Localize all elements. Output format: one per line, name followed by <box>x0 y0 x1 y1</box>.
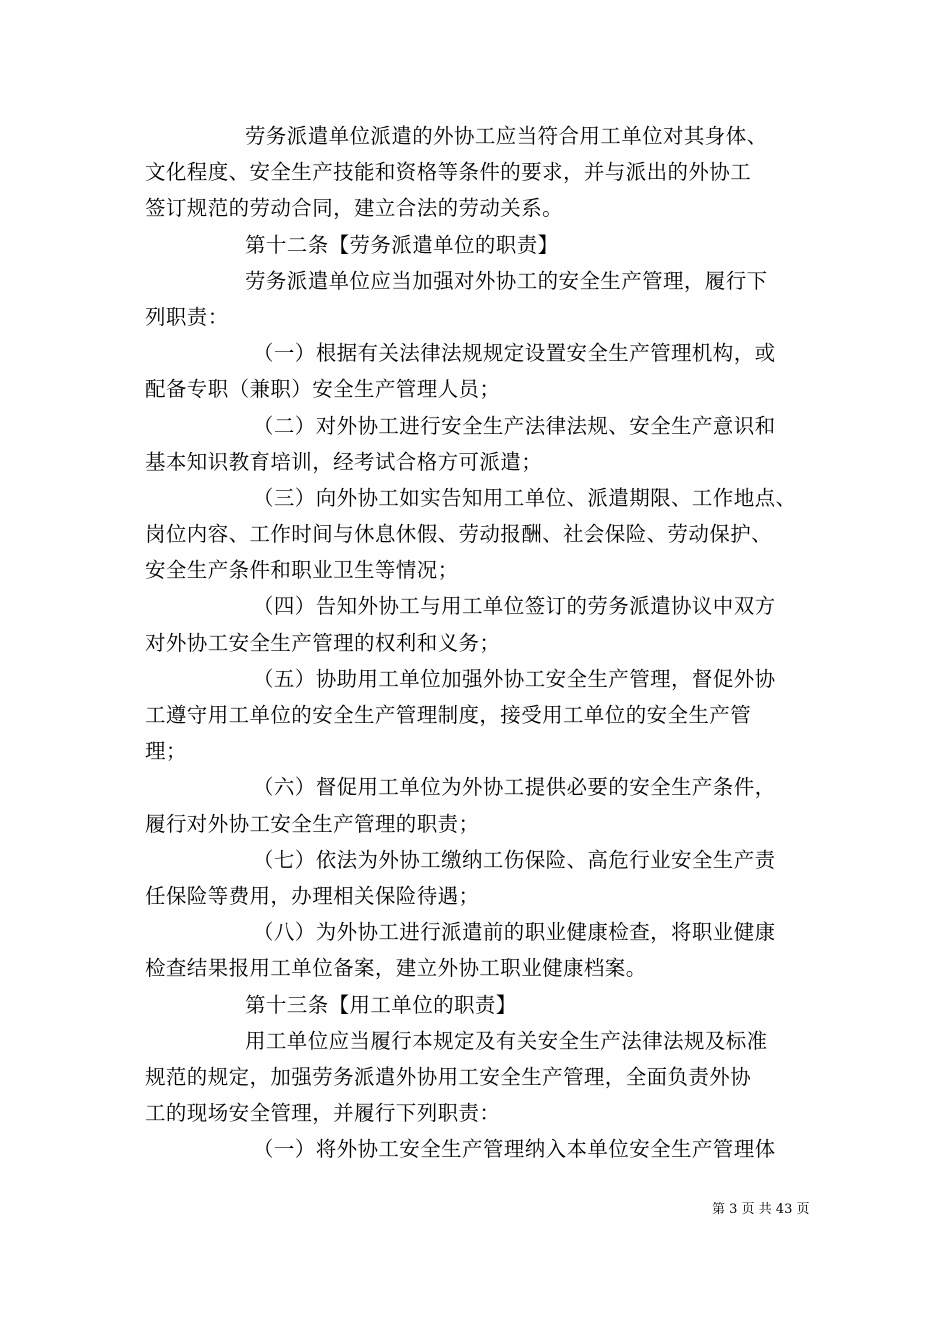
paragraph-line: 签订规范的劳动合同，建立合法的劳动关系。 <box>145 196 563 221</box>
list-item-line: （四）告知外协工与用工单位签订的劳务派遣协议中双方 <box>253 594 776 619</box>
paragraph-line: 规范的规定，加强劳务派遣外协用工安全生产管理，全面负责外协 <box>145 1064 752 1089</box>
document-body <box>145 118 815 1167</box>
list-item-line: 基本知识教育培训，经考试合格方可派遣； <box>145 449 543 474</box>
page-number: 第 3 页 共 43 页 <box>712 1202 810 1217</box>
list-item-line: 工遵守用工单位的安全生产管理制度，接受用工单位的安全生产管 <box>145 703 752 727</box>
list-item-line: 检查结果报用工单位备案，建立外协工职业健康档案。 <box>145 956 647 981</box>
article-heading: 第十三条【用工单位的职责】 <box>245 992 517 1017</box>
list-item-line: （一）将外协工安全生产管理纳入本单位安全生产管理体 <box>253 1137 776 1162</box>
paragraph-line: 列职责： <box>145 304 229 329</box>
list-item-line: （五）协助用工单位加强外协工安全生产管理，督促外协 <box>253 666 776 691</box>
list-item-line: 安全生产条件和职业卫生等情况； <box>145 558 459 583</box>
list-item-line: 理； <box>145 739 187 764</box>
list-item-line: （七）依法为外协工缴纳工伤保险、高危行业安全生产责 <box>253 847 776 872</box>
paragraph-line: 工的现场安全管理，并履行下列职责： <box>145 1101 501 1126</box>
article-heading: 第十二条【劳务派遣单位的职责】 <box>245 232 559 257</box>
paragraph-line: 劳务派遣单位应当加强对外协工的安全生产管理，履行下 <box>245 268 768 293</box>
paragraph-line: 用工单位应当履行本规定及有关安全生产法律法规及标准 <box>245 1028 768 1053</box>
list-item-line: （八）为外协工进行派遣前的职业健康检查，将职业健康 <box>253 920 776 945</box>
list-item-line: 配备专职（兼职）安全生产管理人员； <box>145 377 501 402</box>
list-item-line: （三）向外协工如实告知用工单位、派遣期限、工作地点、 <box>253 485 797 510</box>
list-item-line: 岗位内容、工作时间与休息休假、劳动报酬、社会保险、劳动保护、 <box>145 522 772 547</box>
list-item-line: （一）根据有关法律法规规定设置安全生产管理机构，或 <box>253 341 776 366</box>
list-item-line: （六）督促用工单位为外协工提供必要的安全生产条件， <box>253 775 776 800</box>
paragraph-line: 文化程度、安全生产技能和资格等条件的要求，并与派出的外协工 <box>145 160 752 185</box>
list-item-line: 履行对外协工安全生产管理的职责； <box>145 811 480 836</box>
list-item-line: 任保险等费用，办理相关保险待遇； <box>145 883 480 908</box>
list-item-line: （二）对外协工进行安全生产法律法规、安全生产意识和 <box>253 413 776 438</box>
paragraph-line: 劳务派遣单位派遣的外协工应当符合用工单位对其身体、 <box>245 124 768 148</box>
list-item-line: 对外协工安全生产管理的权利和义务； <box>145 630 501 655</box>
